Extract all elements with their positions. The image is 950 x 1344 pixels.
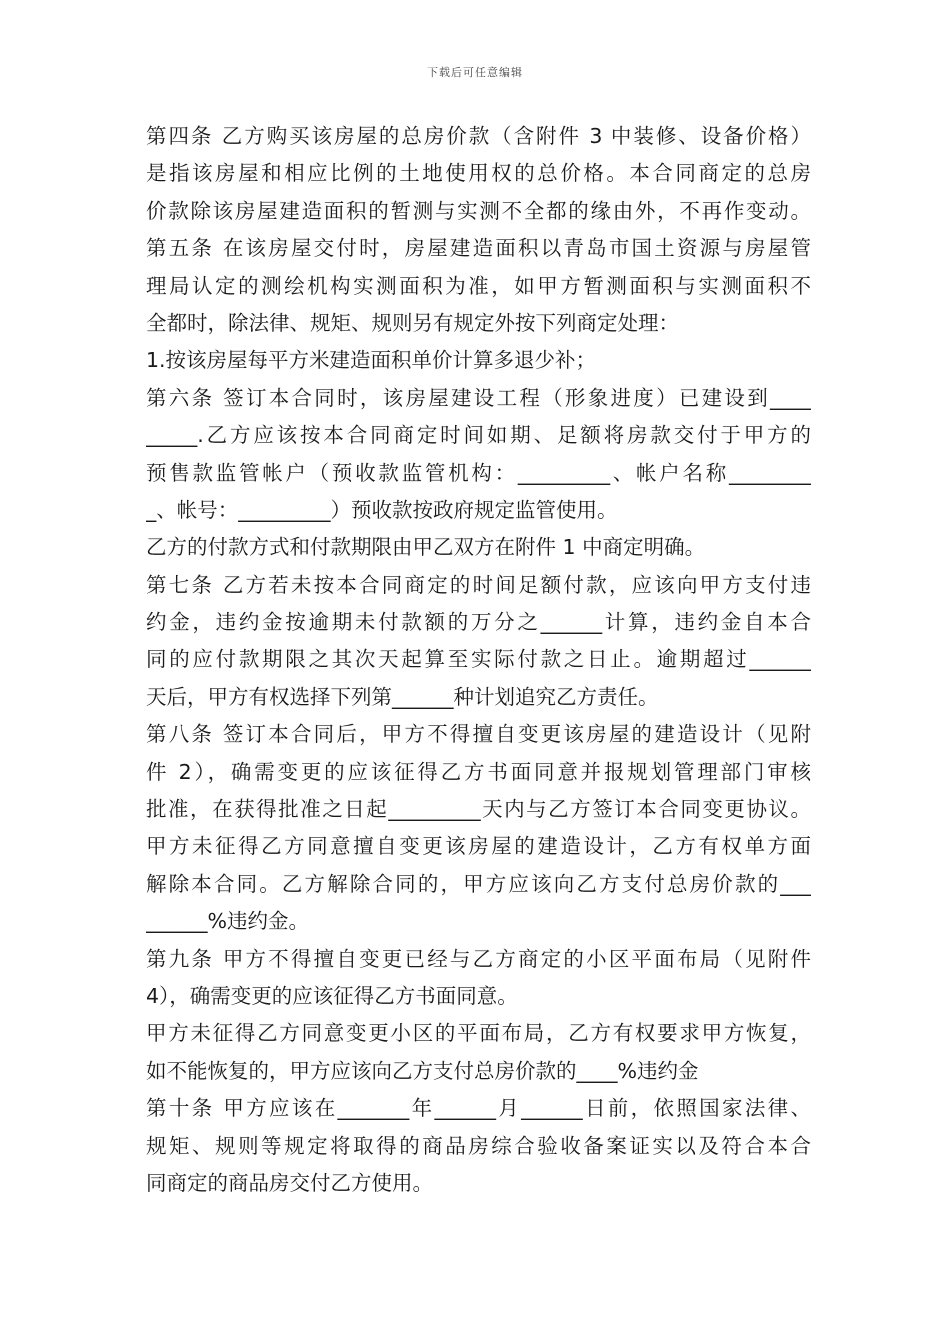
text-line: _____.乙方应该按本合同商定时间如期、足额将房款交付于甲方的 (146, 423, 811, 448)
text-line: 第九条 甲方不得擅自变更已经与乙方商定的小区平面布局（见附件 (146, 946, 811, 971)
text-line: 同商定的商品房交付乙方使用。 (146, 1170, 433, 1195)
text-line: 解除本合同。乙方解除合同的，甲方应该向乙方支付总房价款的___ (146, 871, 811, 896)
contract-body (146, 118, 811, 1202)
text-line: 全都时，除法律、规矩、规则另有规定外按下列商定处理： (146, 310, 679, 335)
text-line: 天后，甲方有权选择下列第______种计划追究乙方责任。 (146, 684, 659, 709)
text-line: 甲方未征得乙方同意变更小区的平面布局，乙方有权要求甲方恢复， (146, 1021, 811, 1046)
text-line: 同的应付款期限之其次天起算至实际付款之日止。逾期超过______ (146, 647, 811, 672)
text-line: 第八条 签订本合同后，甲方不得擅自变更该房屋的建造设计（见附 (146, 722, 811, 747)
text-line: 价款除该房屋建造面积的暂测与实测不全都的缘由外，不再作变动。 (146, 198, 811, 223)
text-line: 第四条 乙方购买该房屋的总房价款（含附件 3 中装修、设备价格） (146, 124, 811, 148)
text-line: _、帐号：_________）预收款按政府规定监管使用。 (146, 497, 618, 522)
text-line: 第六条 签订本合同时，该房屋建设工程（形象进度）已建设到____ (146, 385, 811, 410)
text-line: 乙方的付款方式和付款期限由甲乙双方在附件 1 中商定明确。 (146, 535, 706, 560)
text-line: 第七条 乙方若未按本合同商定的时间足额付款，应该向甲方支付违 (146, 572, 811, 597)
text-line: 件 2），确需变更的应该征得乙方书面同意并报规划管理部门审核 (146, 759, 811, 784)
text-line: 规矩、规则等规定将取得的商品房综合验收备案证实以及符合本合 (146, 1133, 811, 1158)
text-line: 预售款监管帐户（预收款监管机构：_________、帐户名称________ (146, 460, 811, 485)
text-line: 是指该房屋和相应比例的土地使用权的总价格。本合同商定的总房 (146, 161, 811, 186)
text-line: 如不能恢复的，甲方应该向乙方支付总房价款的____%违约金 (146, 1058, 699, 1083)
text-line: 第十条 甲方应该在_______年______月______日前，依照国家法律、 (146, 1096, 811, 1121)
page-header-note: 下载后可任意编辑 (427, 66, 523, 79)
text-line: ______%违约金。 (146, 909, 309, 934)
text-line: 批准，在获得批准之日起_________天内与乙方签订本合同变更协议。 (146, 797, 811, 822)
text-line: 甲方未征得乙方同意擅自变更该房屋的建造设计，乙方有权单方面 (146, 834, 811, 859)
text-line: 第五条 在该房屋交付时，房屋建造面积以青岛市国土资源与房屋管 (146, 236, 811, 261)
text-line: 理局认定的测绘机构实测面积为准，如甲方暂测面积与实测面积不 (146, 273, 811, 298)
text-line: 4），确需变更的应该征得乙方书面同意。 (146, 983, 518, 1008)
text-line: 1.按该房屋每平方米建造面积单价计算多退少补； (146, 348, 597, 373)
text-line: 约金，违约金按逾期未付款额的万分之______计算，违约金自本合 (146, 610, 811, 635)
